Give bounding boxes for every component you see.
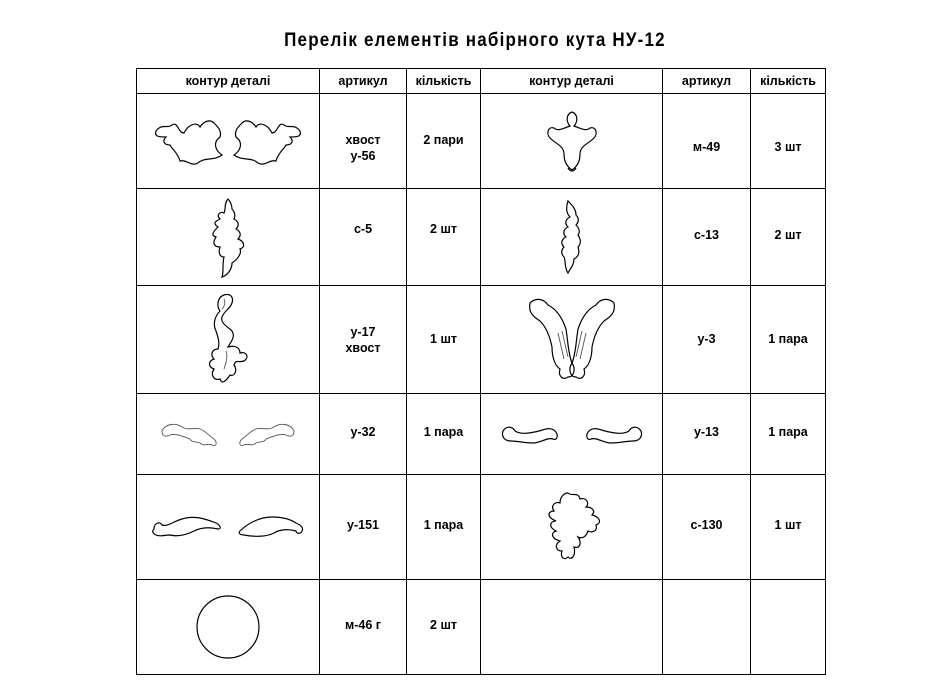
article-cell	[663, 94, 751, 189]
table-row	[137, 286, 826, 393]
article-line: м-49	[692, 140, 721, 155]
article-cell	[320, 579, 407, 674]
swirl-pair-icon	[497, 419, 647, 449]
article-line: у-17	[350, 325, 376, 340]
table-row	[137, 94, 826, 189]
tail-leaf-pair-icon	[148, 111, 308, 171]
quantity-cell: 1 пара	[407, 393, 481, 474]
article-line: хвост	[345, 341, 381, 356]
table-row	[137, 189, 826, 286]
article-line: у-13	[693, 424, 720, 439]
quantity-cell: 1 шт	[751, 474, 826, 579]
fleur-ornament-icon	[542, 106, 602, 176]
article-cell	[663, 393, 751, 474]
contour-cell	[481, 189, 663, 286]
article-cell	[320, 286, 407, 393]
quantity-cell: 2 пари	[407, 94, 481, 189]
header-quantity-right: кількість	[751, 69, 826, 94]
article-line: у-3	[697, 332, 716, 347]
header-quantity-left: кількість	[407, 69, 481, 94]
header-article-left: артикул	[320, 69, 407, 94]
article-line: хвост	[345, 133, 381, 148]
elements-table	[136, 68, 826, 675]
arched-bracket-pair-icon	[522, 293, 622, 385]
empty-cell	[751, 579, 826, 674]
article-cell	[663, 286, 751, 393]
contour-cell	[481, 474, 663, 579]
contour-cell	[137, 474, 320, 579]
quantity-cell: 2 шт	[751, 189, 826, 286]
article-line: с-5	[353, 222, 373, 237]
page-title: Перелік елементів набірного кута НУ-12	[284, 28, 666, 51]
table-row	[137, 579, 826, 674]
quantity-cell: 1 пара	[407, 474, 481, 579]
article-line: м-46 г	[345, 617, 381, 632]
header-contour-left: контур деталі	[137, 69, 320, 94]
article-line: у-56	[350, 149, 376, 164]
contour-cell	[481, 393, 663, 474]
article-cell	[320, 189, 407, 286]
article-cell	[663, 189, 751, 286]
article-line: с-13	[693, 228, 720, 243]
quantity-cell: 2 шт	[407, 579, 481, 674]
contour-cell	[137, 286, 320, 393]
quantity-cell: 1 пара	[751, 393, 826, 474]
contour-cell	[481, 94, 663, 189]
maple-leaf-icon	[532, 487, 612, 567]
quantity-cell: 2 шт	[407, 189, 481, 286]
contour-cell	[137, 393, 320, 474]
quantity-cell: 1 пара	[751, 286, 826, 393]
contour-cell	[481, 286, 663, 393]
slim-leaf-icon	[552, 197, 592, 277]
quantity-cell: 1 шт	[407, 286, 481, 393]
contour-cell	[137, 579, 320, 674]
article-cell	[320, 474, 407, 579]
header-row	[137, 69, 826, 94]
header-contour-right: контур деталі	[481, 69, 663, 94]
wave-leaf-pair-icon	[150, 513, 306, 541]
scroll-leaf-icon	[198, 289, 258, 389]
article-cell	[663, 474, 751, 579]
article-line: у-151	[347, 517, 379, 532]
acanthus-leaf-icon	[198, 195, 258, 279]
table-row	[137, 393, 826, 474]
empty-cell	[663, 579, 751, 674]
contour-cell	[137, 189, 320, 286]
article-cell	[320, 393, 407, 474]
article-line: у-32	[350, 424, 376, 439]
article-line: с-130	[690, 517, 723, 532]
empty-cell	[481, 579, 663, 674]
circle-rosette-icon	[193, 592, 263, 662]
article-cell	[320, 94, 407, 189]
header-article-right: артикул	[663, 69, 751, 94]
contour-cell	[137, 94, 320, 189]
curl-scroll-pair-icon	[158, 417, 298, 451]
quantity-cell: 3 шт	[751, 94, 826, 189]
table-row	[137, 474, 826, 579]
